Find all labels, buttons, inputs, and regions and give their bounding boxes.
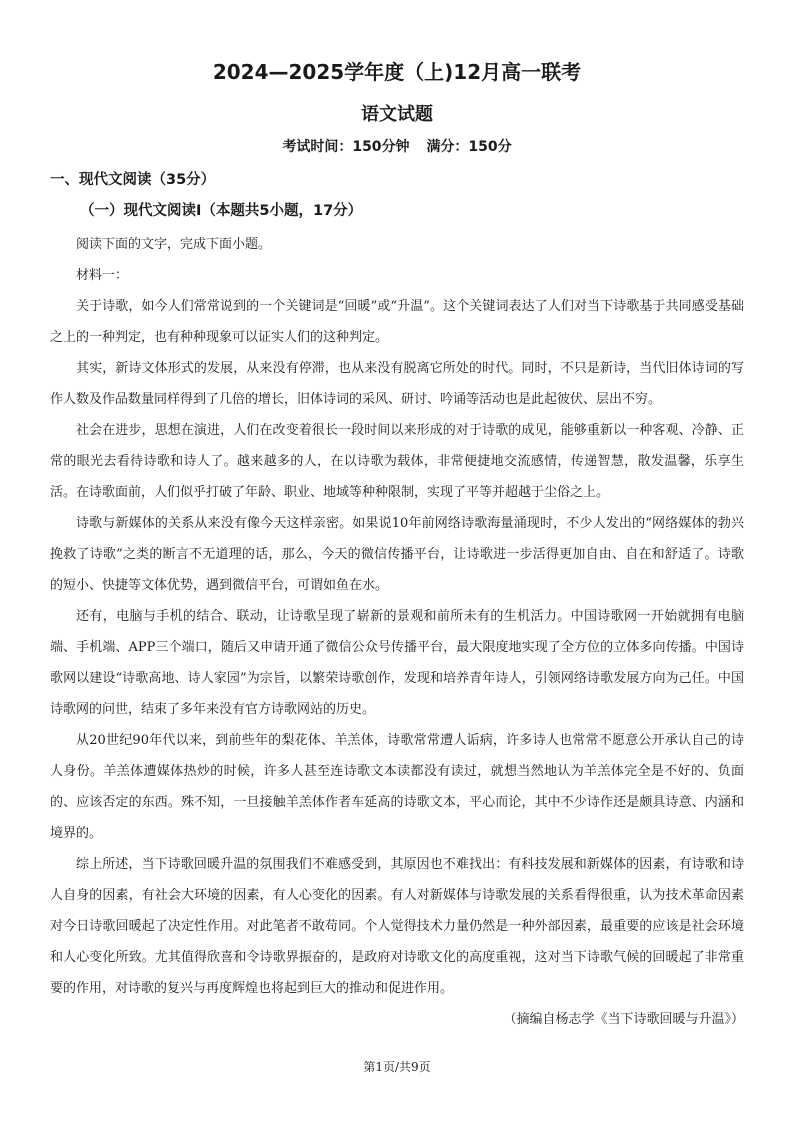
reading-passage <box>50 229 744 1035</box>
instruction-text: 阅读下面的文字，完成下面小题。 <box>76 237 272 252</box>
paragraph: 其实，新诗文体形式的发展，从来没有停滞，也从来没有脱离它所处的时代。同时，不只是新诗，当代旧体诗词的写作人数及作品数量同样得到了几倍的增长，旧体诗词的采风、研讨、吟诵等活动也是此起彼伏、层出不穷。 <box>50 361 744 407</box>
paragraph: 从20世纪90年代以来，到前些年的梨花体、羊羔体，诗歌常常遭人诟病，许多诗人也常常不愿意公开承认自己的诗人身份。羊羔体遭媒体热炒的时候，许多人甚至连诗歌文本读都没有读过，就想当然地认为羊羔体完全是不好的、负面的、应该否定的东西。殊不知，一旦接触羊羔体作者车延高的诗歌文本，平心而论，其中不少诗作还是颇具诗意、内涵和境界的。 <box>50 733 744 841</box>
page-indicator: 第1页/共9页 <box>363 1060 431 1074</box>
paragraph: 关于诗歌，如今人们常常说到的一个关键词是“回暖”或“升温”。这个关键词表达了人们对当下诗歌基于共同感受基础之上的一种判定，也有种种现象可以证实人们的这种判定。 <box>50 299 744 345</box>
source-citation: （摘编自杨志学《当下诗歌回暖与升温》） <box>503 1012 744 1027</box>
full-score: 满分：150分 <box>426 139 512 155</box>
paragraph: 诗歌与新媒体的关系从来没有像今天这样亲密。如果说10年前网络诗歌海量涌现时，不少人发出的“网络媒体的勃兴挽救了诗歌”之类的断言不无道理的话，那么，今天的微信传播平台，让诗歌进一步活得更加自由、自在和舒适了。诗歌的短小、快捷等文体优势，遇到微信平台，可谓如鱼在水。 <box>50 516 744 593</box>
paragraph: 还有，电脑与手机的结合、联动，让诗歌呈现了崭新的景观和前所未有的生机活力。中国诗歌网一开始就拥有电脑端、手机端、APP三个端口，随后又申请开通了微信公众号传播平台，最大限度地实现了全方位的立体多向传播。中国诗歌网以建设“诗歌高地、诗人家园”为宗旨，以繁荣诗歌创作，发现和培养青年诗人，引领网络诗歌发展方向为己任。中国诗歌网的问世，结束了多年来没有官方诗歌网站的历史。 <box>50 609 744 717</box>
exam-info <box>0 136 794 158</box>
exam-title: 2024—2025学年度（上)12月高一联考 <box>212 60 582 84</box>
material-label: 材料一： <box>76 268 129 283</box>
subsection-heading: （一）现代文阅读Ⅰ（本题共5小题，17分） <box>80 203 363 219</box>
paragraph: 综上所述，当下诗歌回暖升温的氛围我们不难感受到，其原因也不难找出：有科技发展和新媒体的因素，有诗歌和诗人自身的因素，有社会大环境的因素，有人心变化的因素。有人对新媒体与诗歌发展的关系看得很重，认为技术革命因素对今日诗歌回暖起了决定性作用。对此笔者不敢苟同。个人觉得技术力量仍然是一种外部因素，最重要的应该是社会环境和人心变化所致。尤其值得欣喜和令诗歌界振奋的，是政府对诗歌文化的高度重视，这对当下诗歌气候的回暖起了非常重要的作用，对诗歌的复兴与再度辉煌也将起到巨大的推动和促进作用。 <box>50 857 744 996</box>
exam-time: 考试时间：150分钟 <box>282 139 410 155</box>
subject-title: 语文试题 <box>361 104 433 125</box>
section-heading: 一、现代文阅读（35分） <box>50 172 216 188</box>
paragraph: 社会在进步，思想在演进，人们在改变着很长一段时间以来形成的对于诗歌的成见，能够重新以一种客观、冷静、正常的眼光去看待诗歌和诗人了。越来越多的人，在以诗歌为载体，非常便捷地交流感情，传递智慧，散发温馨，乐享生活。在诗歌面前，人们似乎打破了年龄、职业、地域等种种限制，实现了平等并超越于尘俗之上。 <box>50 423 744 500</box>
